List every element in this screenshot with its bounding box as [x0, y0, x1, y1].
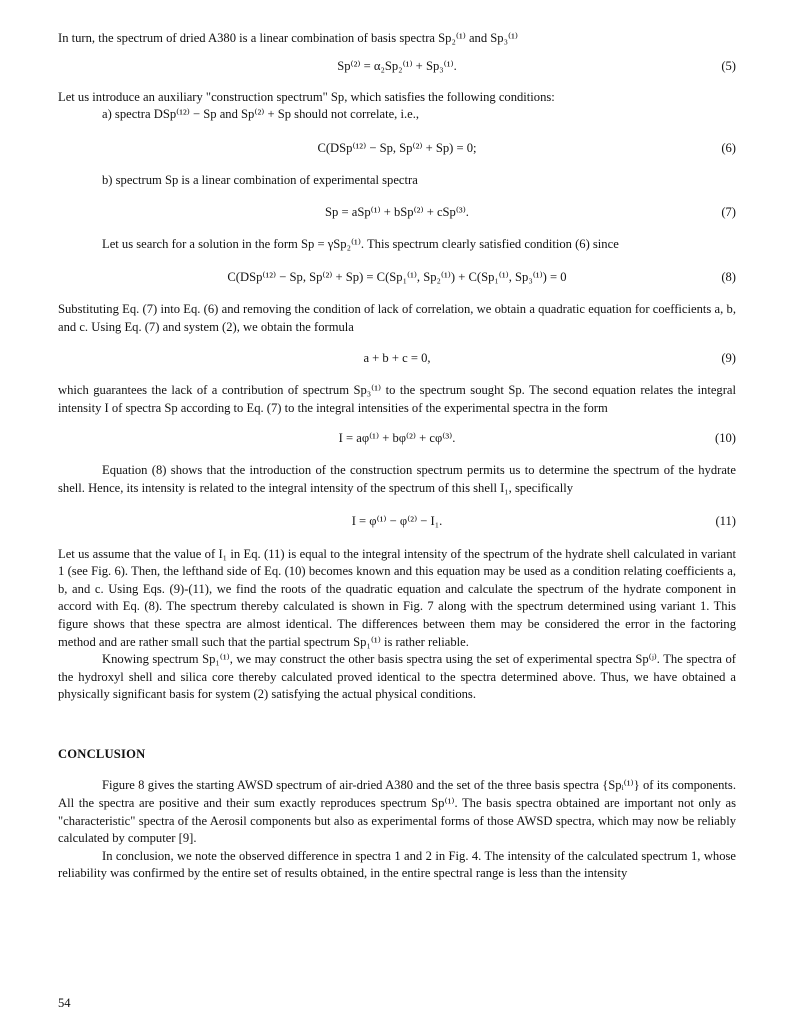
figure-8-paragraph: Figure 8 gives the starting AWSD spectrum of air-dried A380 and the set of the three basis spectra {Spᵢ⁽¹⁾} of its components. All the spectra are positive and their sum exactly reproduces spectrum Sp⁽¹⁾. The basis spectra obtained are important not only as "characteristic" spectra of the Aerosil components but also as experimental forms of those AWSD spectra, which may now be reliably calculated by computer [9]. — [58, 778, 736, 846]
equation-5 — [58, 58, 736, 76]
equation-8 — [58, 269, 736, 287]
equation-8-number: (8) — [721, 269, 736, 284]
equation-9-body: a + b + c = 0, — [363, 351, 431, 366]
paper-page — [58, 30, 736, 883]
equation-5-body: Sp⁽²⁾ = α₂Sp₂⁽¹⁾ + Sp₃⁽¹⁾. — [337, 58, 457, 73]
basis-construction-paragraph: Knowing spectrum Sp₁⁽¹⁾, we may construct the other basis spectra using the set of experimental spectra Sp⁽ʲ⁾. The spectra of the hydroxyl shell and silica core thereby calculated proved identical to the spectra determined above. Thus, we have obtained a physically significant basis for system (2) satisfying the actual physical conditions. — [58, 652, 736, 702]
equation-6-number: (6) — [721, 140, 736, 155]
condition-b: b) spectrum Sp is a linear combination of experimental spectra — [102, 172, 418, 187]
equation-8-discussion-paragraph: Equation (8) shows that the introduction of the construction spectrum permits us to determine the spectrum of the hydrate shell. Hence, its intensity is related to the integral intensity of the spectrum of this shell I₁, specifically — [58, 463, 736, 495]
equation-11-body: I = φ⁽¹⁾ − φ⁽²⁾ − I₁. — [351, 513, 443, 528]
equation-10-number: (10) — [715, 431, 736, 446]
equation-11 — [58, 513, 736, 531]
substitution-paragraph: Substituting Eq. (7) into Eq. (6) and removing the condition of lack of correlation, we obtain a quadratic equation for coefficients a, b, and c. Using Eq. (7) and system (2), we obtain the formula — [58, 301, 736, 334]
search-solution-paragraph: Let us search for a solution in the form Sp = γSp₂⁽¹⁾. This spectrum clearly satisfied condition (6) since — [102, 237, 619, 252]
equation-8-body: C(DSp⁽¹²⁾ − Sp, Sp⁽²⁾ + Sp) = C(Sp₁⁽¹⁾, Sp₂⁽¹⁾) + C(Sp₁⁽¹⁾, Sp₃⁽¹⁾) = 0 — [227, 269, 567, 284]
page-number: 54 — [58, 996, 71, 1010]
equation-10-body: I = aφ⁽¹⁾ + bφ⁽²⁾ + cφ⁽³⁾. — [338, 431, 456, 446]
equation-7-number: (7) — [721, 205, 736, 220]
equation-5-number: (5) — [721, 58, 736, 73]
condition-a: a) spectra DSp⁽¹²⁾ − Sp and Sp⁽²⁾ + Sp should not correlate, i.e., — [102, 107, 420, 122]
auxiliary-spectrum-paragraph: Let us introduce an auxiliary "construction spectrum" Sp, which satisfies the following conditions: — [58, 89, 555, 104]
equation-7 — [58, 204, 736, 222]
equation-6-body: C(DSp⁽¹²⁾ − Sp, Sp⁽²⁾ + Sp) = 0; — [317, 140, 477, 155]
equation-10 — [58, 430, 736, 448]
equation-7-body: Sp = aSp⁽¹⁾ + bSp⁽²⁾ + cSp⁽³⁾. — [325, 205, 469, 220]
equation-6 — [58, 140, 736, 158]
final-paragraph: In conclusion, we note the observed difference in spectra 1 and 2 in Fig. 4. The intensity of the calculated spectrum 1, whose reliability was confirmed by the entire set of results obtained, in the entire spectral range is less than the intensity — [58, 848, 736, 881]
assumption-paragraph: Let us assume that the value of I₁ in Eq. (11) is equal to the integral intensity of the spectrum of the hydrate shell calculated in variant 1 (see Fig. 6). Then, the lefthand side of Eq. (10) becomes known and this equation may be used as a condition relating coefficients a, b, and c. Using Eqs. (9)-(11), we find the roots of the quadratic equation and calculate the spectrum of the hydrate component in accord with Eq. (8). The spectrum thereby calculated is shown in Fig. 7 along with the spectrum determined using variant 1. This figure shows that these spectra are almost identical. The differences between them may be considered the error in the factoring method and are rather small such that the partial spectrum Sp₁⁽¹⁾ is rather reliable. — [58, 546, 736, 649]
equation-9 — [58, 350, 736, 368]
equation-11-number: (11) — [715, 513, 736, 528]
equation-9-number: (9) — [721, 351, 736, 366]
intro-paragraph: In turn, the spectrum of dried A380 is a linear combination of basis spectra Sp₂⁽¹⁾ and Sp₃⁽¹⁾ — [58, 31, 518, 45]
conclusion-heading: CONCLUSION — [58, 746, 146, 761]
guarantee-paragraph: which guarantees the lack of a contribution of spectrum Sp₃⁽¹⁾ to the spectrum sought Sp. The second equation relates the integral intensity I of spectra Sp according to Eq. (7) to the integral intensities of the experimental spectra in the form — [58, 383, 736, 415]
